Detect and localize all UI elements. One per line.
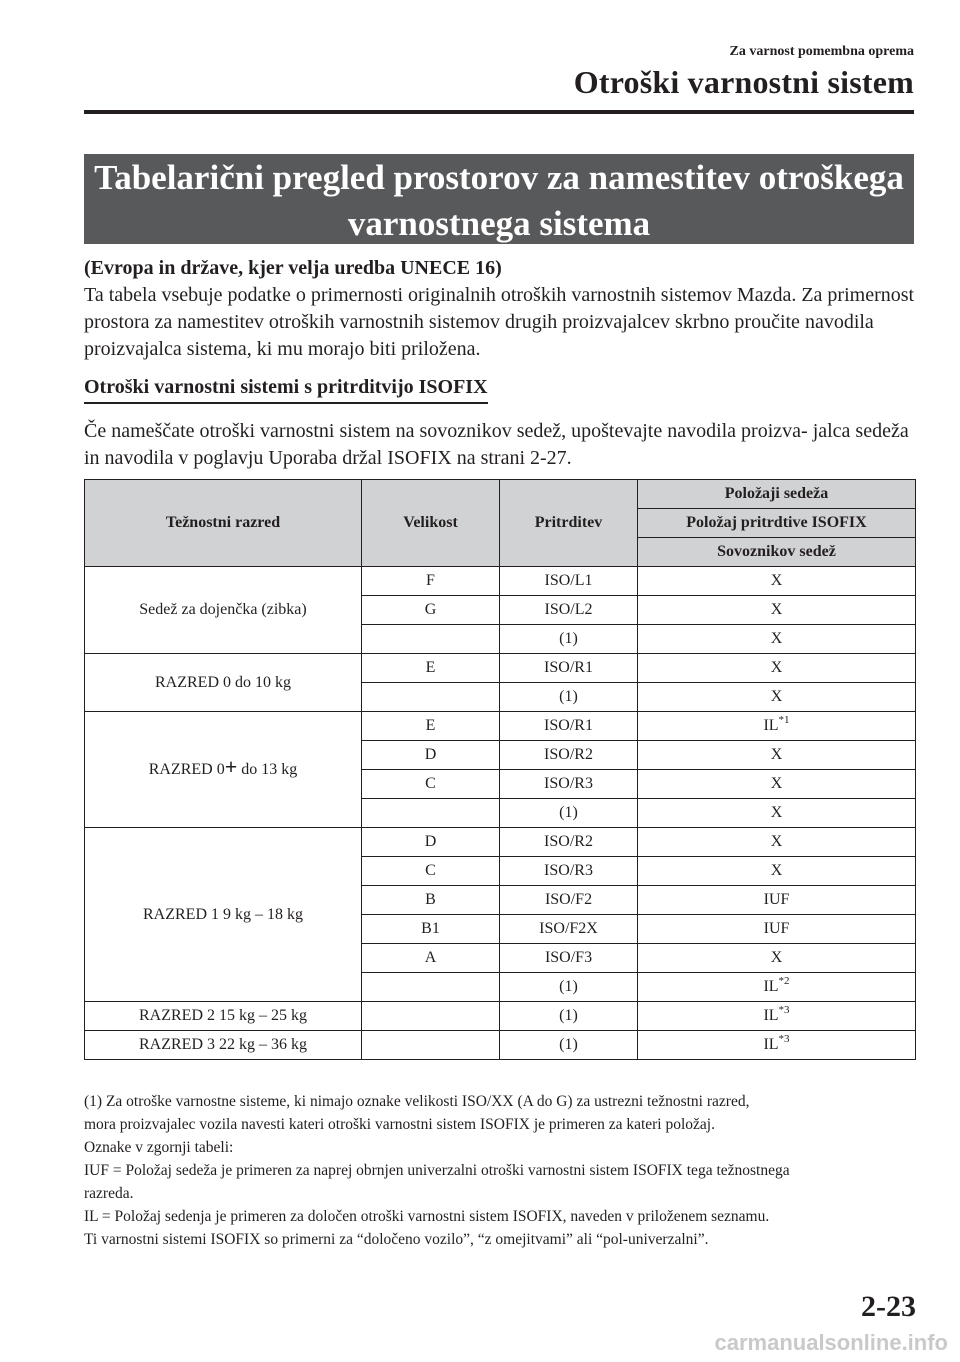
size-cell: B [362, 886, 500, 915]
header-passenger-seat: Sovoznikov sedež [638, 538, 916, 567]
class-cell: RAZRED 0 do 10 kg [85, 654, 362, 712]
fixture-cell: ISO/R1 [500, 712, 638, 741]
footnote-line: IUF = Položaj sedeža je primeren za naprej obrnjen univerzalni otroški varnostni sistem ISOFIX tega težnostnega [84, 1162, 790, 1179]
table-row [85, 567, 916, 596]
suitability-value: IL [763, 978, 779, 995]
fixture-cell: ISO/F2 [500, 886, 638, 915]
fixture-cell: ISO/F3 [500, 944, 638, 973]
header-seat-positions: Položaji sedeža [638, 480, 916, 509]
footnote-marker: *3 [778, 1033, 790, 1045]
suitability-cell [638, 1031, 916, 1060]
fixture-cell: (1) [500, 973, 638, 1002]
suitability-value: X [770, 775, 783, 792]
suitability-value: IL [763, 1036, 779, 1053]
class-cell [85, 712, 362, 828]
fixture-cell: (1) [500, 1002, 638, 1031]
intro-paragraph: Ta tabela vsebuje podatke o primernosti originalnih otroških varnostnih sistemov Mazda. Za primernost prostora za namestitev otroških varnostnih sistemov drugih proizvajalcev skrbno proučite navodila proizvajalca sistema, ki mu morajo biti priložena. [84, 284, 915, 360]
size-cell [362, 1031, 500, 1060]
banner-line-2: varnostnega sistema [347, 204, 651, 243]
footnote-line: Oznake v zgornji tabeli: [84, 1139, 234, 1156]
size-cell: C [362, 857, 500, 886]
size-cell: E [362, 654, 500, 683]
size-cell [362, 625, 500, 654]
banner-line-1: Tabelarični pregled prostorov za namestitev otroškega [94, 158, 904, 197]
suitability-value: X [770, 862, 783, 879]
footnote-marker: *2 [778, 975, 790, 987]
suitability-value: X [770, 804, 783, 821]
section-label: Za varnost pomembna oprema [729, 44, 914, 59]
size-cell: D [362, 741, 500, 770]
suitability-cell [638, 567, 916, 596]
suitability-value: IUF [763, 920, 790, 937]
class-cell: RAZRED 3 22 kg – 36 kg [85, 1031, 362, 1060]
class-label-start: RAZRED 0 [148, 760, 225, 778]
region-heading: (Evropa in države, kjer velja uredba UNECE 16) [84, 257, 502, 279]
header-fixture: Pritrditev [500, 480, 638, 567]
page-title: Otroški varnostni sistem [573, 64, 914, 100]
fixture-cell: (1) [500, 1031, 638, 1060]
suitability-cell [638, 973, 916, 1002]
fixture-cell: ISO/L2 [500, 596, 638, 625]
footnote-marker: *1 [778, 714, 790, 726]
footnotes [84, 1090, 919, 1251]
header-size: Velikost [362, 480, 500, 567]
footnote-marker: *3 [778, 1004, 790, 1016]
footnote-line: mora proizvajalec vozila navesti kateri otroški varnostni sistem ISOFIX je primeren za kateri položaj. [84, 1116, 715, 1133]
fixture-cell: ISO/R1 [500, 654, 638, 683]
class-cell: Sedež za dojenčka (zibka) [85, 567, 362, 654]
installation-note: Če nameščate otroški varnostni sistem na sovoznikov sedež, upoštevajte navodila proizva- jalca sedeža in navodila v poglavju Uporaba držal ISOFIX na strani 2-27. [84, 420, 909, 469]
size-cell: G [362, 596, 500, 625]
suitability-cell [638, 799, 916, 828]
isofix-subheading: Otroški varnostni sistemi s pritrditvijo ISOFIX [84, 374, 488, 404]
footnote-line: (1) Za otroške varnostne sisteme, ki nimajo oznake velikosti ISO/XX (A do G) za ustrezni težnostni razred, [84, 1093, 750, 1110]
suitability-value: X [770, 688, 783, 705]
suitability-cell [638, 741, 916, 770]
fixture-cell: (1) [500, 799, 638, 828]
size-cell: E [362, 712, 500, 741]
size-cell: F [362, 567, 500, 596]
suitability-value: X [770, 833, 783, 850]
size-cell [362, 1002, 500, 1031]
suitability-value: X [770, 630, 783, 647]
suitability-cell [638, 828, 916, 857]
footnote-line: razreda. [84, 1185, 134, 1202]
class-label-end: do 13 kg [237, 760, 298, 778]
table-row [85, 1002, 916, 1031]
suitability-value: IUF [763, 891, 790, 908]
class-cell: RAZRED 2 15 kg – 25 kg [85, 1002, 362, 1031]
size-cell: A [362, 944, 500, 973]
fixture-cell: ISO/F2X [500, 915, 638, 944]
table-row [85, 1031, 916, 1060]
size-cell [362, 973, 500, 1002]
suitability-value: X [770, 659, 783, 676]
suitability-value: IL [763, 717, 779, 734]
suitability-cell [638, 596, 916, 625]
page-number: 2-23 [861, 1290, 916, 1323]
suitability-value: X [770, 572, 783, 589]
fixture-cell: ISO/R3 [500, 857, 638, 886]
fixture-cell: (1) [500, 625, 638, 654]
footnote-line: Ti varnostni sistemi ISOFIX so primerni za “določeno vozilo”, “z omejitvami” ali “pol-univerzalni”. [84, 1231, 709, 1248]
suitability-value: X [770, 746, 783, 763]
table-row [85, 828, 916, 857]
fixture-cell: ISO/R2 [500, 741, 638, 770]
size-cell: D [362, 828, 500, 857]
suitability-cell [638, 1002, 916, 1031]
suitability-cell [638, 625, 916, 654]
section-banner [84, 154, 914, 244]
size-cell [362, 799, 500, 828]
suitability-cell [638, 712, 916, 741]
isofix-table [84, 479, 916, 1060]
header-isofix-position: Položaj pritrdtive ISOFIX [638, 509, 916, 538]
fixture-cell: ISO/L1 [500, 567, 638, 596]
suitability-cell [638, 857, 916, 886]
fixture-cell: (1) [500, 683, 638, 712]
suitability-value: X [770, 601, 783, 618]
watermark: carmanualsonline.info [714, 1330, 948, 1355]
suitability-cell [638, 944, 916, 973]
header-rule [84, 110, 914, 114]
table-body [85, 567, 916, 1060]
size-cell [362, 683, 500, 712]
suitability-cell [638, 770, 916, 799]
size-cell: C [362, 770, 500, 799]
header-class: Težnostni razred [85, 480, 362, 567]
suitability-value: IL [763, 1007, 779, 1024]
table-row [85, 712, 916, 741]
table-row [85, 654, 916, 683]
size-cell: B1 [362, 915, 500, 944]
footnote-line: IL = Položaj sedenja je primeren za določen otroški varnostni sistem ISOFIX, naveden v priloženem seznamu. [84, 1208, 770, 1225]
class-cell: RAZRED 1 9 kg – 18 kg [85, 828, 362, 1002]
suitability-value: X [770, 949, 783, 966]
plus-icon: + [224, 753, 238, 779]
suitability-cell [638, 915, 916, 944]
fixture-cell: ISO/R2 [500, 828, 638, 857]
suitability-cell [638, 654, 916, 683]
suitability-cell [638, 683, 916, 712]
fixture-cell: ISO/R3 [500, 770, 638, 799]
suitability-cell [638, 886, 916, 915]
